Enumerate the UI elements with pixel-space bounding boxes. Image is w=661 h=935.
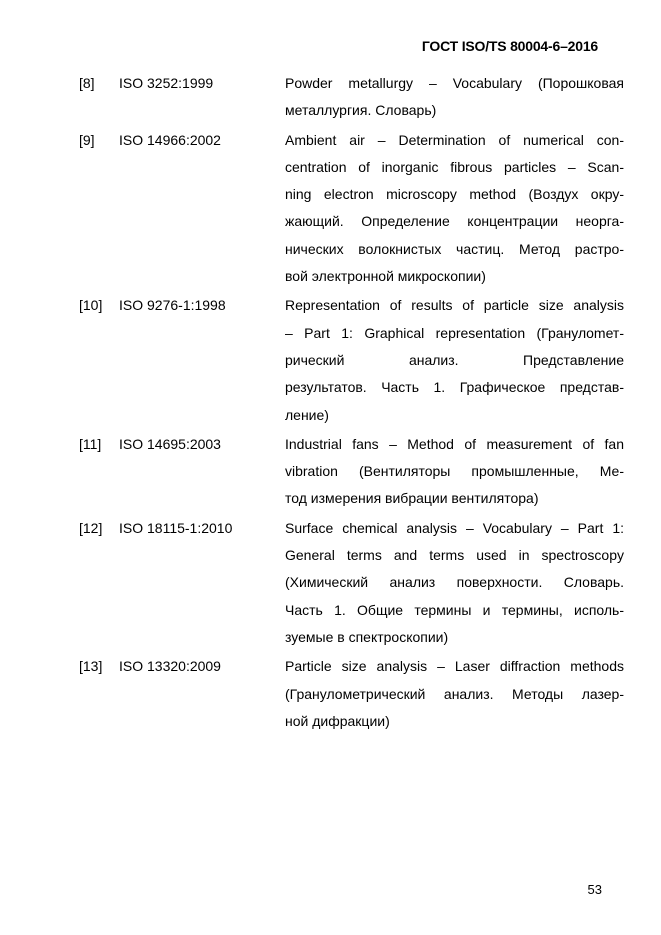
reference-number: [8] bbox=[79, 75, 95, 91]
reference-title bbox=[285, 515, 624, 651]
reference-number: [9] bbox=[79, 131, 95, 148]
reference-title-line: Surface chemical analysis – Vocabulary – Part 1: bbox=[285, 519, 624, 536]
reference-title-line: Industrial fans – Method of measurement of fan bbox=[285, 435, 624, 452]
reference-title-line: vibration (Вентиляторы промышленные, Ме- bbox=[285, 463, 624, 480]
reference-title-line: результатов. Часть 1. Графическое представ- bbox=[285, 379, 624, 396]
reference-title bbox=[285, 431, 624, 513]
reference-item bbox=[79, 70, 624, 125]
reference-code: ISO 14966:2002 bbox=[119, 131, 221, 148]
reference-title-line: centration of inorganic fibrous particles – Scan- bbox=[285, 158, 624, 175]
reference-title-line: Representation of results of particle size analysis bbox=[285, 297, 624, 314]
reference-number: [13] bbox=[79, 658, 103, 675]
reference-code: ISO 14695:2003 bbox=[119, 435, 221, 452]
reference-item bbox=[79, 515, 624, 651]
reference-code: ISO 18115-1:2010 bbox=[119, 519, 233, 536]
reference-title-line: нических волокнистых частиц. Метод растро- bbox=[285, 240, 624, 257]
reference-title-line: зуемые в спектроскопии) bbox=[285, 628, 449, 645]
reference-code: ISO 13320:2009 bbox=[119, 658, 221, 675]
reference-title-line: Ambient air – Determination of numerical con- bbox=[285, 131, 624, 148]
reference-title-line: металлургия. Словарь) bbox=[285, 102, 437, 119]
reference-item bbox=[79, 653, 624, 735]
reference-item bbox=[79, 292, 624, 428]
reference-item bbox=[79, 127, 624, 291]
reference-title bbox=[285, 653, 624, 735]
page-number: 53 bbox=[587, 882, 602, 897]
reference-title-line: тод измерения вибрации вентилятора) bbox=[285, 490, 539, 507]
reference-list bbox=[79, 70, 624, 737]
reference-title-line: Часть 1. Общие термины и термины, исполь- bbox=[285, 601, 624, 618]
reference-number: [11] bbox=[79, 435, 102, 452]
reference-title bbox=[285, 70, 624, 125]
reference-title bbox=[285, 292, 624, 428]
reference-title-line: Powder metallurgy – Vocabulary (Порошковая bbox=[285, 75, 624, 91]
reference-title-line: (Гранулометрический анализ. Методы лазер- bbox=[285, 685, 624, 702]
reference-title-line: Particle size analysis – Laser diffraction methods bbox=[285, 658, 624, 675]
reference-number: [12] bbox=[79, 519, 103, 536]
reference-item bbox=[79, 431, 624, 513]
reference-title-line: вой электронной микроскопии) bbox=[285, 268, 486, 285]
reference-code: ISO 9276-1:1998 bbox=[119, 297, 226, 314]
reference-code: ISO 3252:1999 bbox=[119, 75, 214, 91]
reference-title-line: General terms and terms used in spectroscopy bbox=[285, 547, 624, 564]
reference-title-line: ление) bbox=[285, 406, 329, 423]
reference-title-line: – Part 1: Graphical representation (Гранулomет- bbox=[285, 324, 624, 341]
reference-title bbox=[285, 127, 624, 291]
reference-title-line: жающий. Определение концентрации неорга- bbox=[285, 213, 624, 230]
reference-number: [10] bbox=[79, 297, 103, 314]
reference-title-line: рический анализ. Представление bbox=[285, 351, 624, 368]
reference-title-line: (Химический анализ поверхности. Словарь. bbox=[285, 574, 624, 591]
reference-title-line: ной дифракции) bbox=[285, 712, 390, 729]
reference-title-line: ning electron microscopy method (Воздух окру- bbox=[285, 186, 624, 203]
document-header: ГОСТ ISO/TS 80004-6–2016 bbox=[421, 38, 598, 54]
